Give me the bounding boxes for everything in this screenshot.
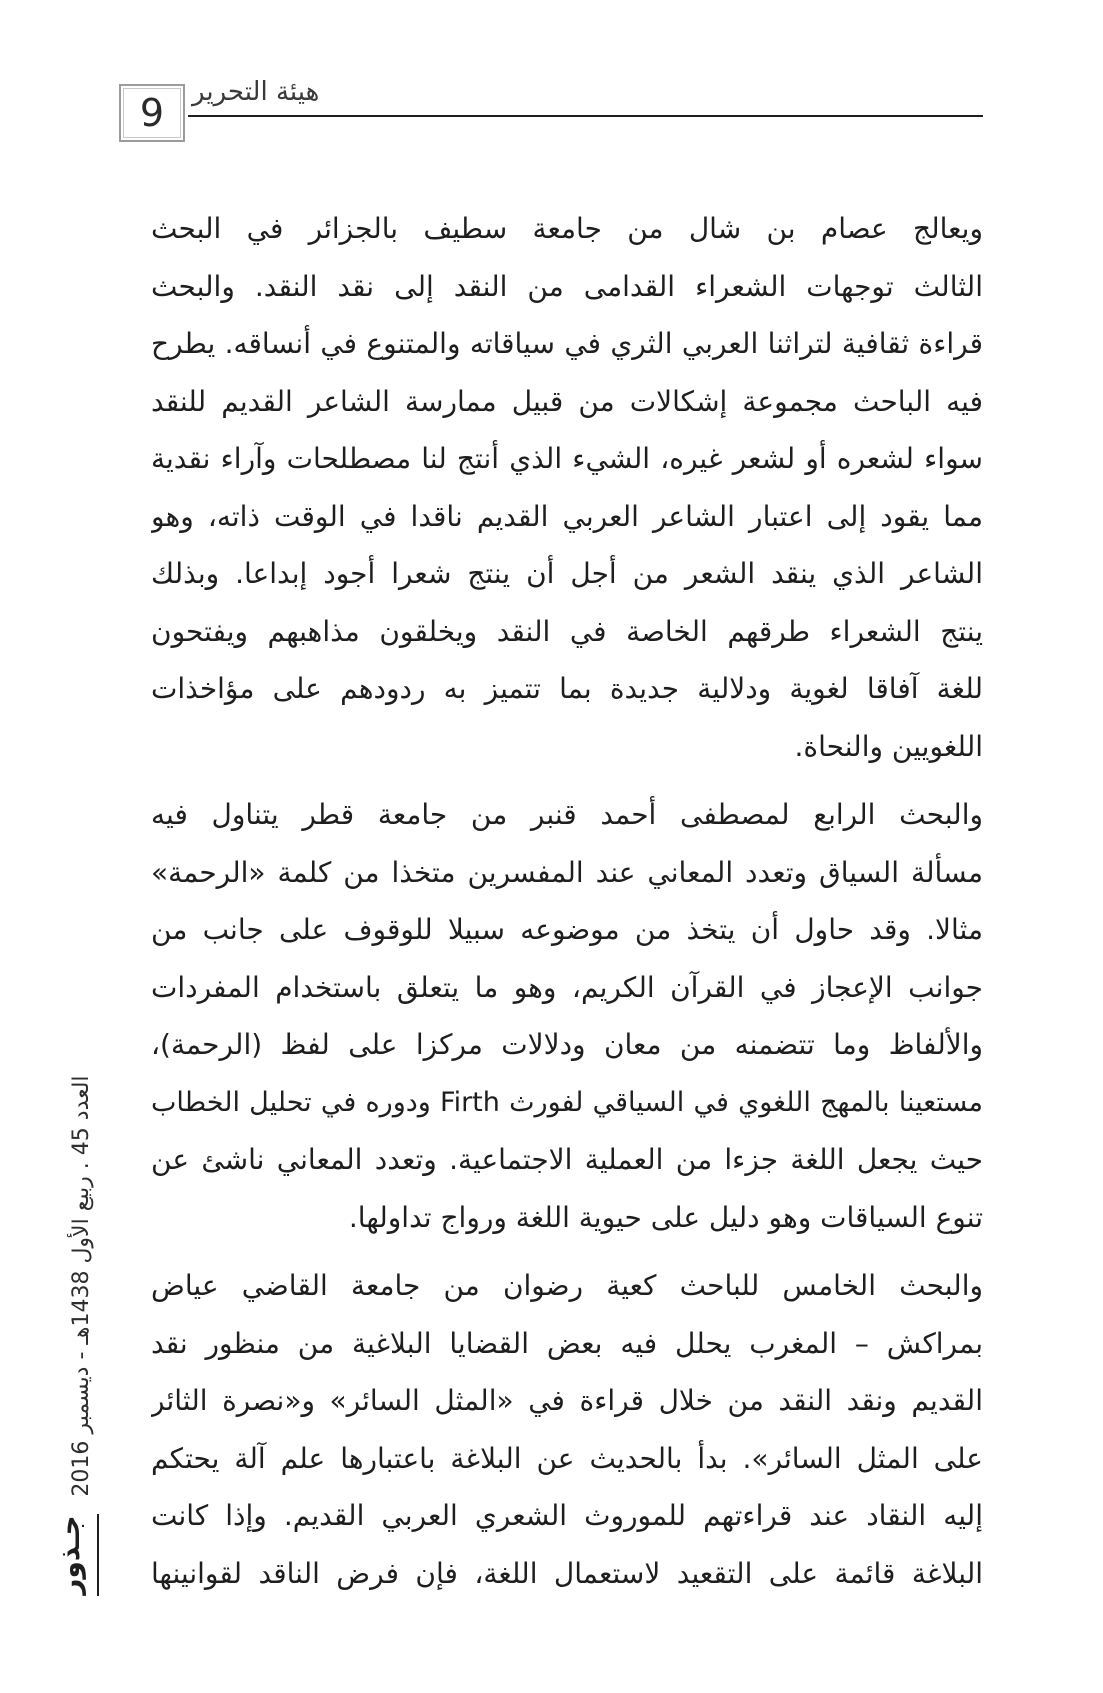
paragraph-3 [151,1257,983,1602]
body-line: تنوع السياقات وهو دليل على حيوية اللغة ورواج تداولها. [348,1200,983,1234]
page-number-box [119,84,185,142]
body-line: فيه الباحث مجموعة إشكالات من قبيل ممارسة الشاعر القديم للنقد [151,384,983,418]
body-line: بمراكش – المغرب يحلل فيه بعض القضايا البلاغية من منظور نقد [151,1326,983,1360]
issue-info-sidebar: العدد 45 . ربيع الأول 1438هـ - ديسمبر 2016 [69,1075,94,1497]
header-rule [188,115,983,117]
body-line: ويعالج عصام بن شال من جامعة سطيف بالجزائر في البحث [151,212,983,245]
article-body [151,200,983,1602]
logo-rule [97,1514,99,1596]
body-line: مما يقود إلى اعتبار الشاعر العربي القديم ناقدا في الوقت ذاته، وهو [151,499,983,533]
body-line: البلاغة قائمة على التقعيد لاستعمال اللغة، فإن فرض الناقد لقوانينها [151,1556,983,1590]
body-line: سواء لشعره أو لشعر غيره، الشيء الذي أنتج لنا مصطلحات وآراء نقدية [151,442,983,475]
body-line: الشاعر الذي ينقد الشعر من أجل أن ينتج شعرا أجود إبداعا. وبذلك [151,557,983,590]
body-line: على المثل السائر». بدأ بالحديث عن البلاغة باعتبارها علم آلة يحتكم [151,1441,983,1475]
body-line: للغة آفاقا لغوية ودلالية جديدة بما تتميز به ردودهم على مؤاخذات [151,672,983,705]
body-line: القديم ونقد النقد من خلال قراءة في «المثل السائر» و«نصرة الثائر [151,1384,983,1417]
magazine-logo: جـذور [53,1515,86,1595]
body-line: مسألة السياق وتعدد المعاني عند المفسرين متخذا من كلمة «الرحمة» [151,855,983,889]
body-line: قراءة ثقافية لتراثنا العربي الثري في سياقاته والمتنوع في أنساقه. يطرح [151,327,983,360]
body-line: مستعينا بالمهج اللغوي في السياقي لفورث Firth ودوره في تحليل الخطاب [151,1086,983,1118]
page-number: 9 [139,91,165,135]
body-line: الثالث توجهات الشعراء القدامى من النقد إلى نقد النقد. والبحث [151,269,983,303]
body-line: والبحث الرابع لمصطفى أحمد قنبر من جامعة قطر يتناول فيه [151,798,983,831]
paragraph-2 [151,786,983,1246]
paragraph-1 [151,200,983,775]
body-line: مثالا. وقد حاول أن يتخذ من موضوعه سبيلا للوقوف على جانب من [151,913,983,946]
body-line: حيث يجعل اللغة جزءا من العملية الاجتماعية. وتعدد المعاني ناشئ عن [151,1143,983,1176]
body-line: ينتج الشعراء طرقهم الخاصة في النقد ويخلقون مذاهبهم ويفتحون [151,614,983,648]
body-line: جوانب الإعجاز في القرآن الكريم، وهو ما يتعلق باستخدام المفردات [151,970,983,1004]
body-line: والبحث الخامس للباحث كعية رضوان من جامعة القاضي عياض [151,1269,983,1302]
body-line: والألفاظ وما تتضمنه من معان ودلالات مركزا على لفظ (الرحمة)، [151,1028,983,1061]
running-header-title: هيئة التحرير [192,77,320,107]
body-line: اللغويين والنحاة. [794,729,983,763]
body-line: إليه النقاد عند قراءتهم للموروث الشعري العربي القديم. وإذا كانت [151,1499,983,1532]
